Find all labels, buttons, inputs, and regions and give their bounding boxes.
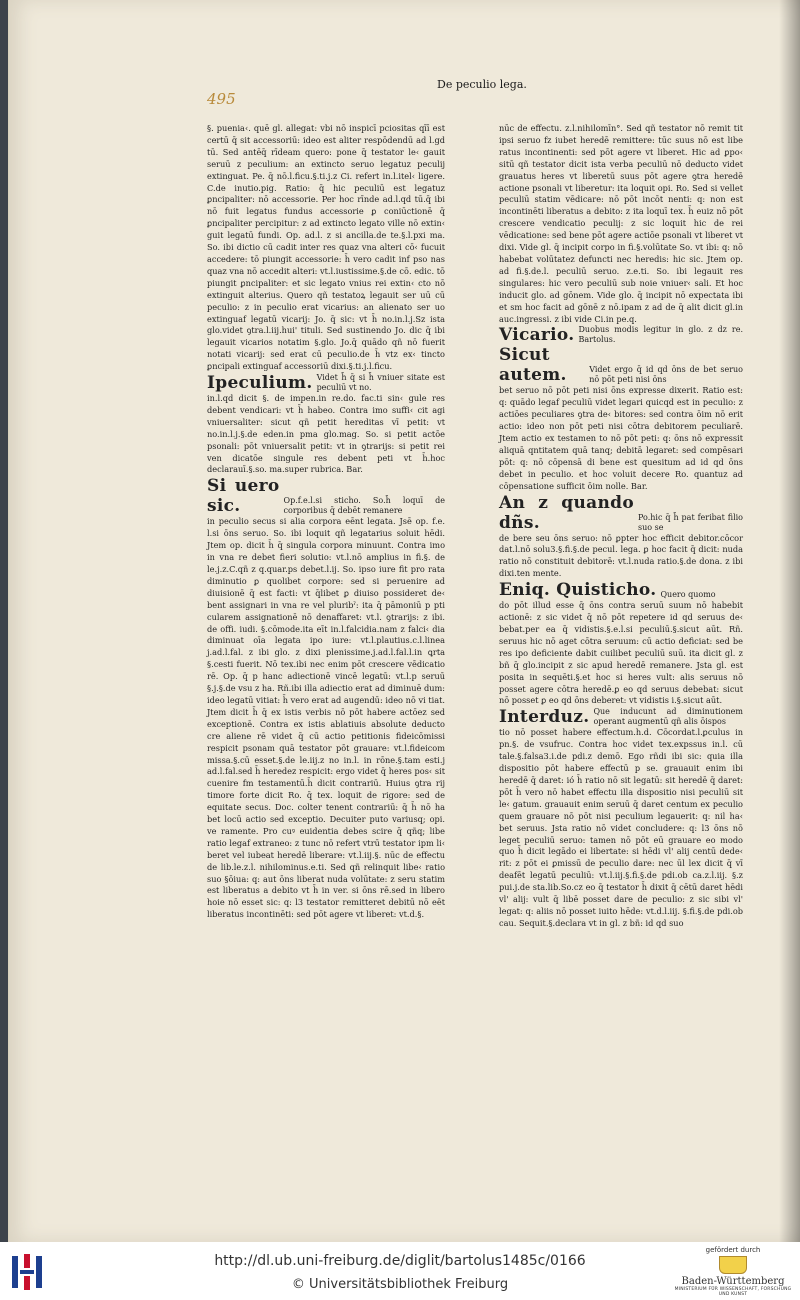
- section-heading: [207, 476, 445, 516]
- heading-gloss: Videt ergo q̄ id qd ōns de bet seruo nō pōt peti nisi ōns: [589, 365, 743, 385]
- viewer-footer: [0, 1242, 800, 1300]
- left-text-block: §. puenia‹. quē gl. allegat: vbi nō inspicī pciositas qīī est certū q̄ sit accessoriū: ideo est aliter respōdendū ad l.gd tū. Sed antēq̄ rīdeam quero: pone q̄ testator le‹ gauit seruū z peculium: an extincto seruo legatuz peculij extinguat. Pe. q̄ nō.l.ficu.§.ti.j.z Ci. refert in.l.itel‹ ligere. C.de inutio.pig. Ratio: q̄ hic peculiū est legatuz ꝑncipaliter: nō accessorie. Per hoc rīnde ad.l.qd tū.q̄ ibi nō fuit legatus fundus accessorie ꝑ coniūctionē q̄ ꝑncipaliter percipitur: z ad extincto legato ville nō extin‹ guit legatū fundi. Op. ad.l. z si ancilla.de te.§.l.pxi ma. So. ibi dictio cū cadit inter res quaz vna alteri cō‹ fucuit accedere: tō piungit accessorie: h̄ vero cadit inf pso nas quaz vna nō accedit alteri: vt.l.iustissime.§.de cō. edic. tō piungit ꝑncipaliter: et sic legato vnius rei extin‹ cto nō extinguit alterius. Quero qñ testatoꝝ legauit ser uū cū peculio: z in peculio erat vicarius: an alienato ser uo extinguaf legatū vicarij: Jo. q̄ sic: vt h̄ no.in.l.j.Sz ista glo.videt ꝯtra.l.iij.hui' tituli. Sed sustinendo Jo. dic q̄ ibi legauit vicarios notatim §.glo. Jo.q̄ quādo qñ nō fuerit notati vicarij: sed erat cū peculio.de h̄ vtz ex‹ tincto ꝑncipali extinguaf accessoriū dixi.§.ti.j.l.ficu.: [207, 123, 445, 372]
- right-column: [499, 123, 743, 930]
- right-text-block: nūc de effectu. z.l.nihilomīn°. Sed qñ testator nō remit tit ipsi seruo fz iubet heredē remittere: tūc suus nō est libe ratus incontinenti: sed pōt agere vt liberet. Hic ad ꝑpo‹ sitū qñ testator dicit ista verba peculiū nō deducto videt grauatus heres vt liberetū suus pōt agere ꝯtra heredē actione psonali vt liberetur: ita loquit opi. Ro. Sed si vellet peculiū statim vēdicare: nō pōt incōt nenti: q: non est incontinēti liberatus a debito: z ita loquī tex. h̄ euiz nō pōt crescere vendicatio peculij: z sic loquit hic de rei vēdicatione: sed bene pōt agere actiōe psonali vt liberet vt dixi. Vide gl. q̄ incipit corpo in fi.§.volūtate So. vt ibi: q: nō habebat volūtatez defuncti nec heredis: hic sic. Jtem op. ad fi.§.de.l. peculiū seruo. z.e.ti. So. ibi legauit res singulares: hic vero peculiū sub noie vniuer‹ sali. Et hoc inducit glo. ad gōnem. Vide glo. q̄ incipit nō expectata ibi et sm hoc facit ad gōnē z nō.ipam z ad de q̄ alit dicit gl.in auc.ingressi. z ibi vide Ci.in pe.q.: [499, 123, 743, 324]
- manuscript-page: [8, 0, 800, 1242]
- heading-text: Interduz.: [499, 707, 590, 728]
- heading-gloss: Duobus modis legitur in glo. z dz re. Bartolus.: [578, 325, 743, 345]
- left-text-block: in.l.qd dicit §. de impen.in re.do. fac.ti sin‹ gule res debent vendicari: vt h̄ habeo. Contra imo suffi‹ cit agi vniuersaliter: sicut qñ petit hereditas vī petit: vt no.in.l.j.§.de eden.in pma glo.mag. So. si petit actōe psonali: pōt vniuersalit petit: vt in ꝯtrarijs: si petit rei ven dicatōe singule res debent peti vt h̄.hoc declarauī.§.so. ma.super rubrica. Bar.: [207, 393, 445, 475]
- heading-gloss: Videt h̄ q̄ si h̄ vniuer sitate est peculiū vt no.: [316, 373, 445, 393]
- scan-left-edge: [0, 0, 8, 1242]
- permalink-url[interactable]: http://dl.ub.uni-freiburg.de/diglit/bartolus1485c/0166: [214, 1253, 586, 1269]
- section-heading: [499, 325, 743, 345]
- heading-text: Sicut autem.: [499, 345, 567, 386]
- running-header: De peculio lega.: [437, 78, 527, 91]
- heading-gloss: Op.f.e.l.si sticho. So.h̄ loquī de corporibus q̄ debēt remanere: [283, 496, 445, 516]
- heading-text: Eniq. Quisticho.: [499, 580, 657, 601]
- right-text-block: bet seruo nō pōt peti nisi ōns expresse dixerit. Ratio est: q: quādo legaf peculiū videt legari quicqd est in peculio: z actiōes peculiares ꝯtra de‹ bitores: sed contra ōim nō erit actio: ideo non pōt peti nisi cōtra debitorem peculiarē. Jtem actio ex testamen to nō pōt peti: q: ōns nō expressit aliquā qntitatem quā tanq; debitā legaret: sed compēsari pōt: q: nō cōpensā di bene est quesitum ad id qd ōns debet in peculio. et hoc voluit decere Ro. quantuz ad cōpensatione sufficit ōim nolle. Bar.: [499, 385, 743, 491]
- sponsor-block: [672, 1246, 794, 1297]
- heading-text: An z quando dñs.: [499, 492, 634, 533]
- right-text-block: do pōt illud esse q̄ ōns contra seruū suum nō habebit actionē: z sic videt q̄ nō pōt repetere id qd seruus de‹ bebat.per ea q̄ vidistis.§.e.l.si peculiū.§.sicut aūt. Rñ. seruus hic nō aget cōtra seruum: cū actio deficiat: sed be res ipo deficiente dabit cuilibet peculiū suū. ita dicit gl. z bñ q̄ glo.incipit z sic apud heredē remanere. Jsta gl. est posita in sequēti.§.et hoc si heres vult: alis seruus nō posset agere cōtra heredē.ꝑ eo qd seruus debebat: sicut nō posset ꝑ eo qd ōns deberet: vt vidistis i.§.sicut aūt.: [499, 600, 743, 706]
- section-heading: [499, 493, 743, 533]
- sponsor-name: Baden-Württemberg: [681, 1276, 785, 1287]
- heading-text: Si uero sic.: [207, 476, 280, 517]
- heading-text: Ipeculium.: [207, 373, 313, 394]
- folio-number: 495: [207, 90, 236, 108]
- heading-gloss: Po.hic q̄ h̄ pat feribat filio suo se: [637, 512, 743, 532]
- heading-gloss: Quero quomo: [660, 590, 716, 600]
- section-heading: [499, 345, 743, 385]
- section-heading: [207, 373, 445, 393]
- left-column: [207, 123, 445, 921]
- page-edge-shadow: [779, 0, 800, 1242]
- copyright-text: © Universitätsbibliothek Freiburg: [291, 1277, 509, 1292]
- section-heading: [499, 707, 743, 727]
- right-text-block: tio nō posset habere effectum.h.d. Cōcordat.l.ꝑculus in pn.§. de vsufruc. Contra hoc videt tex.expssus in.l. cū tale.§.falsa3.i.de pdi.z demō. Ego rñdi ibi sic: quia illa dispositio pōt habere effectū p se. grauauit enim ibi heredē q̄ daret: ió h̄ ratio nō sit legatū: sit heredē q̄ daret: pōt h̄ vero nō habet effectu illa dispositio nisi peculiū sit le‹ gatum. grauauit enim seruū q̄ daret centum ex peculio quem grauare nō pōt nisi peculium legauerit: q: nil ha‹ bet seruus. Jsta ratio nō videt concludere: q: l3 ōns nō leget peculiū seruo: tamen nō pōt eū grauare eo modo quo h̄ dicit legādo ei libertate: si hēdi vl' alij centū dede‹ rit: z pōt ei ꝑmissū de peculio dare: nec ūl lex dicit q̄ vī deafēt legatū peculiū: vt.l.iij.§.fi.§.de pdi.ob ca.z.l.iij. §.z pui.j.de sta.lib.So.cz eo q̄ testator h̄ dixit q̄ cētū daret hēdi vl' alij: vult q̄ libē posset dare de peculio: z sic sibi vl' legat: q: aliis nō posset iuito hēde: vt.d.l.iij. §.fi.§.de pdi.ob cau. Sequit.§.declara vt in gl. z bñ: id qd suo: [499, 727, 743, 928]
- left-text-block: in peculio secus si alia corpora eēnt legata. Jsē op. f.e. l.si ōns seruo. So. ibi loquit qñ legatarius soluit hēdi. Jtem op. dicit h̄ q̄ singula corpora minuunt. Contra imo in vna re debet fieri solutio: vt.l.nō amplius in fi.§. de le.j.z.C.qñ z q.quar.ps debet.l.ij. So. ipso iure fit pro rata diminutio ꝑ quolibet corpore: sed si peruenire ad diuisionē q̄ est facti: vt q̄libet ꝑ diuiso possideret de‹ bent assignari in vna re vel pluribˀ: ita q̄ pāmoniū p pti cularem assignationē nō denaffaret: vt.l. ꝯtrarijs: z ibi. de offi. iudi. §.cōmode.ita eīt in.l.falcidia.nam z falci‹ dia diminuat oīa legata ipo iure: vt.l.plautius.c.l.linea j.ad.l.fal. z ibi glo. z dixi plenissime.j.ad.l.fal.l.in ꝗrta §.cesti fuerit. Nō tex.ibi nec enim pōt crescere vēdicatio rē. Op. q̄ p hanc adiectionē vincē legatū: vt.l.p seruū §.j.§.de vsu z ha. Rñ.ibi illa adiectio erat ad diminuē dum: ideo legatū vitiat: h̄ vero erat ad augendū: ideo nō vi tiat. Jtem dicit h̄ q̄ ex istis verbis nō pōt habere actōez sed exceptionē. Contra ex istis ablatiuis absolute deducto cre aliene rē videt q̄ cū actio petitionis fideicōmissi respicit psonam quā testator pōt grauare: vt.l.fideicom missa.§.cū esset.§.de le.iij.z no in.l. in rōne.§.tam esti.j ad.l.fal.sed h̄ heredez respicit: ergo videt q̄ heres pos‹ sit cuenire fm testamentū.h̄ dicit contrariū. Huius ꝯtra rij timore forte dicit Ro. q̄ tex. loquit de rigore: sed de equitate secus. Doc. colter tenent contrariū: q̄ h̄ nō ha bet locū actio sed exceptio. Decuiter puto variusq; opi. ve ramente. Pro cuꝰ euidentia debes scire q̄ qñq; libe ratio legaf extraneo: z tunc nō refert vtrū testator ipm li‹ beret vel iubeat heredē liberare: vt.l.iij.§. nūc de effectu de lib.le.z.l. nihilominus.e.ti. Sed qñ relinquit libe‹ ratio suo §ōiua: q: aut ōns liberat nuda volūtate: z seru statim est liberatus a debito vt h̄ in ver. si ōns rē.sed in libero hoie nō esset sic: q: l3 testator remitteret debitū nō eēt liberatus incontinēti: sed pōt agere vt liberet: vt.d.§.: [207, 516, 445, 920]
- heading-text: Vicario.: [499, 325, 575, 346]
- coat-of-arms-icon: [719, 1256, 747, 1274]
- heading-gloss: Que inducunt ad diminutionem operant augmentū qñ alis ōispos: [593, 707, 743, 727]
- section-heading: [499, 580, 743, 600]
- sponsor-caption: gefördert durch: [705, 1246, 761, 1254]
- right-text-block: de bere seu ōns seruo: nō ꝑpter hoc efficit debitor.cōcor dat.l.nō solu3.§.fi.§.de pecul. lega. ꝑ hoc facit q̄ dicit: nuda ratio nō constituit debitorē: vt.l.nuda ratio.§.de dona. z ibi dixi.ten mente.: [499, 532, 743, 579]
- sponsor-ministry: MINISTERIUM FÜR WISSENSCHAFT, FORSCHUNG UND KUNST: [674, 1287, 792, 1297]
